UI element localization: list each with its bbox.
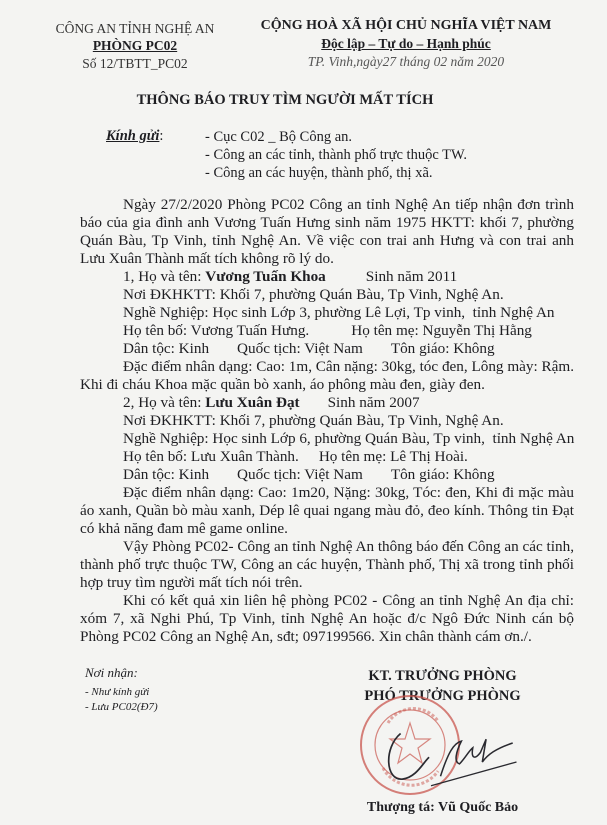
signature-subtitle: PHÓ TRƯỞNG PHÒNG: [364, 688, 521, 704]
document-body: [80, 196, 574, 820]
receivers-list: [85, 685, 158, 715]
contact-paragraph: Khi có kết quả xin liên hệ phòng PC02 - Công an tỉnh Nghệ An địa chỉ: xóm 7, xã Nghi Phú, Tp Vinh, tỉnh Nghệ An hoặc đ/c Ngô Đức Ninh cán bộ Phòng PC02 Công an Nghệ An, sđt; 097199566. Xin chân thành cám ơn./.: [80, 592, 574, 645]
person-job: Nghề Nghiệp: Học sinh Lớp 6, phường Quán Bàu, Tp vinh, tỉnh Nghệ An: [123, 430, 575, 447]
country-name: CỘNG HOÀ XÃ HỘI CHỦ NGHĨA VIỆT NAM: [260, 18, 552, 33]
recipients-label: Kính gửi:: [106, 128, 164, 144]
person-2: [80, 394, 574, 538]
person-name-line: 1, Họ và tên: Vương Tuấn Khoa Sinh năm 2011: [123, 268, 458, 285]
recipient-item: - Cục C02 _ Bộ Công an.: [205, 129, 353, 145]
recipient-item: - Công an các tỉnh, thành phố trực thuộc TW.: [205, 147, 467, 163]
receivers-label: Nơi nhận:: [85, 665, 138, 680]
person-identity: Dân tộc: Kinh Quốc tịch: Việt Nam Tôn giáo: Không: [123, 466, 495, 483]
recipients-list: [205, 128, 467, 182]
department-name: PHÒNG PC02: [92, 38, 178, 53]
intro-paragraph: Ngày 27/2/2020 Phòng PC02 Công an tỉnh Nghệ An tiếp nhận đơn trình báo của gia đình anh Vương Tuấn Hưng sinh năm 1975 HKTT: khối 7, phường Quán Bàu, Tp Vinh, tỉnh Nghệ An. Về việc con trai anh Hưng và con trai anh Lưu Xuân Thành mất tích không rõ lý do.: [80, 196, 574, 267]
person-residence: Nơi ĐKHKTT: Khối 7, phường Quán Bàu, Tp Vinh, Nghệ An.: [123, 412, 504, 429]
person-job: Nghề Nghiệp: Học sinh Lớp 3, phường Lê Lợi, Tp vinh, tỉnh Nghệ An: [123, 304, 555, 321]
person-residence: Nơi ĐKHKTT: Khối 7, phường Quán Bàu, Tp Vinh, Nghệ An.: [123, 286, 504, 303]
document-number: Số 12/TBTT_PC02: [82, 56, 188, 71]
notice-paragraph: Vậy Phòng PC02- Công an tỉnh Nghệ An thông báo đến Công an các tỉnh, thành phố trực thuộc TW, Công an các huyện, Thành phố, Thị xã trong tỉnh phối hợp truy tìm người mất tích nói trên.: [80, 538, 574, 591]
person-1: [80, 268, 574, 394]
signature-icon: [370, 705, 530, 800]
person-description: Đặc điểm nhân dạng: Cao: 1m20, Nặng: 30kg, Tóc: đen, Khi đi mặc màu áo xanh, Quần bò màu xanh, Dép lê quai ngang màu đỏ, đeo kính. Thông tin Đạt có khả năng đam mê game online.: [80, 484, 574, 537]
signature-title: KT. TRƯỞNG PHÒNG: [368, 668, 517, 684]
person-name-line: 2, Họ và tên: Lưu Xuân Đạt Sinh năm 2007: [123, 394, 420, 411]
receiver-item: - Lưu PC02(Đ7): [85, 701, 158, 713]
person-description: Đặc điểm nhân dạng: Cao: 1m, Cân nặng: 30kg, tóc đen, Lông mày: Rậm. Khi đi cháu Khoa mặc quần bò xanh, áo phông màu đen, giày đen.: [80, 358, 574, 393]
document-title: THÔNG BÁO TRUY TÌM NGƯỜI MẤT TÍCH: [136, 92, 434, 108]
agency-name: CÔNG AN TỈNH NGHỆ AN: [55, 21, 215, 36]
signer-name: Thượng tá: Vũ Quốc Bảo: [366, 800, 519, 815]
person-parents: Họ tên bố: Lưu Xuân Thành. Họ tên mẹ: Lê Thị Hoài.: [123, 448, 468, 465]
motto: Độc lập – Tự do – Hạnh phúc: [321, 36, 491, 51]
document-footer: [80, 660, 574, 820]
person-identity: Dân tộc: Kinh Quốc tịch: Việt Nam Tôn giáo: Không: [123, 340, 495, 357]
receiver-item: - Như kính gửi: [85, 686, 150, 698]
person-parents: Họ tên bố: Vương Tuấn Hưng. Họ tên mẹ: Nguyễn Thị Hằng: [123, 322, 532, 339]
date-place: TP. Vinh,ngày27 tháng 02 năm 2020: [307, 54, 505, 69]
recipient-item: - Công an các huyện, thành phố, thị xã.: [205, 165, 433, 181]
